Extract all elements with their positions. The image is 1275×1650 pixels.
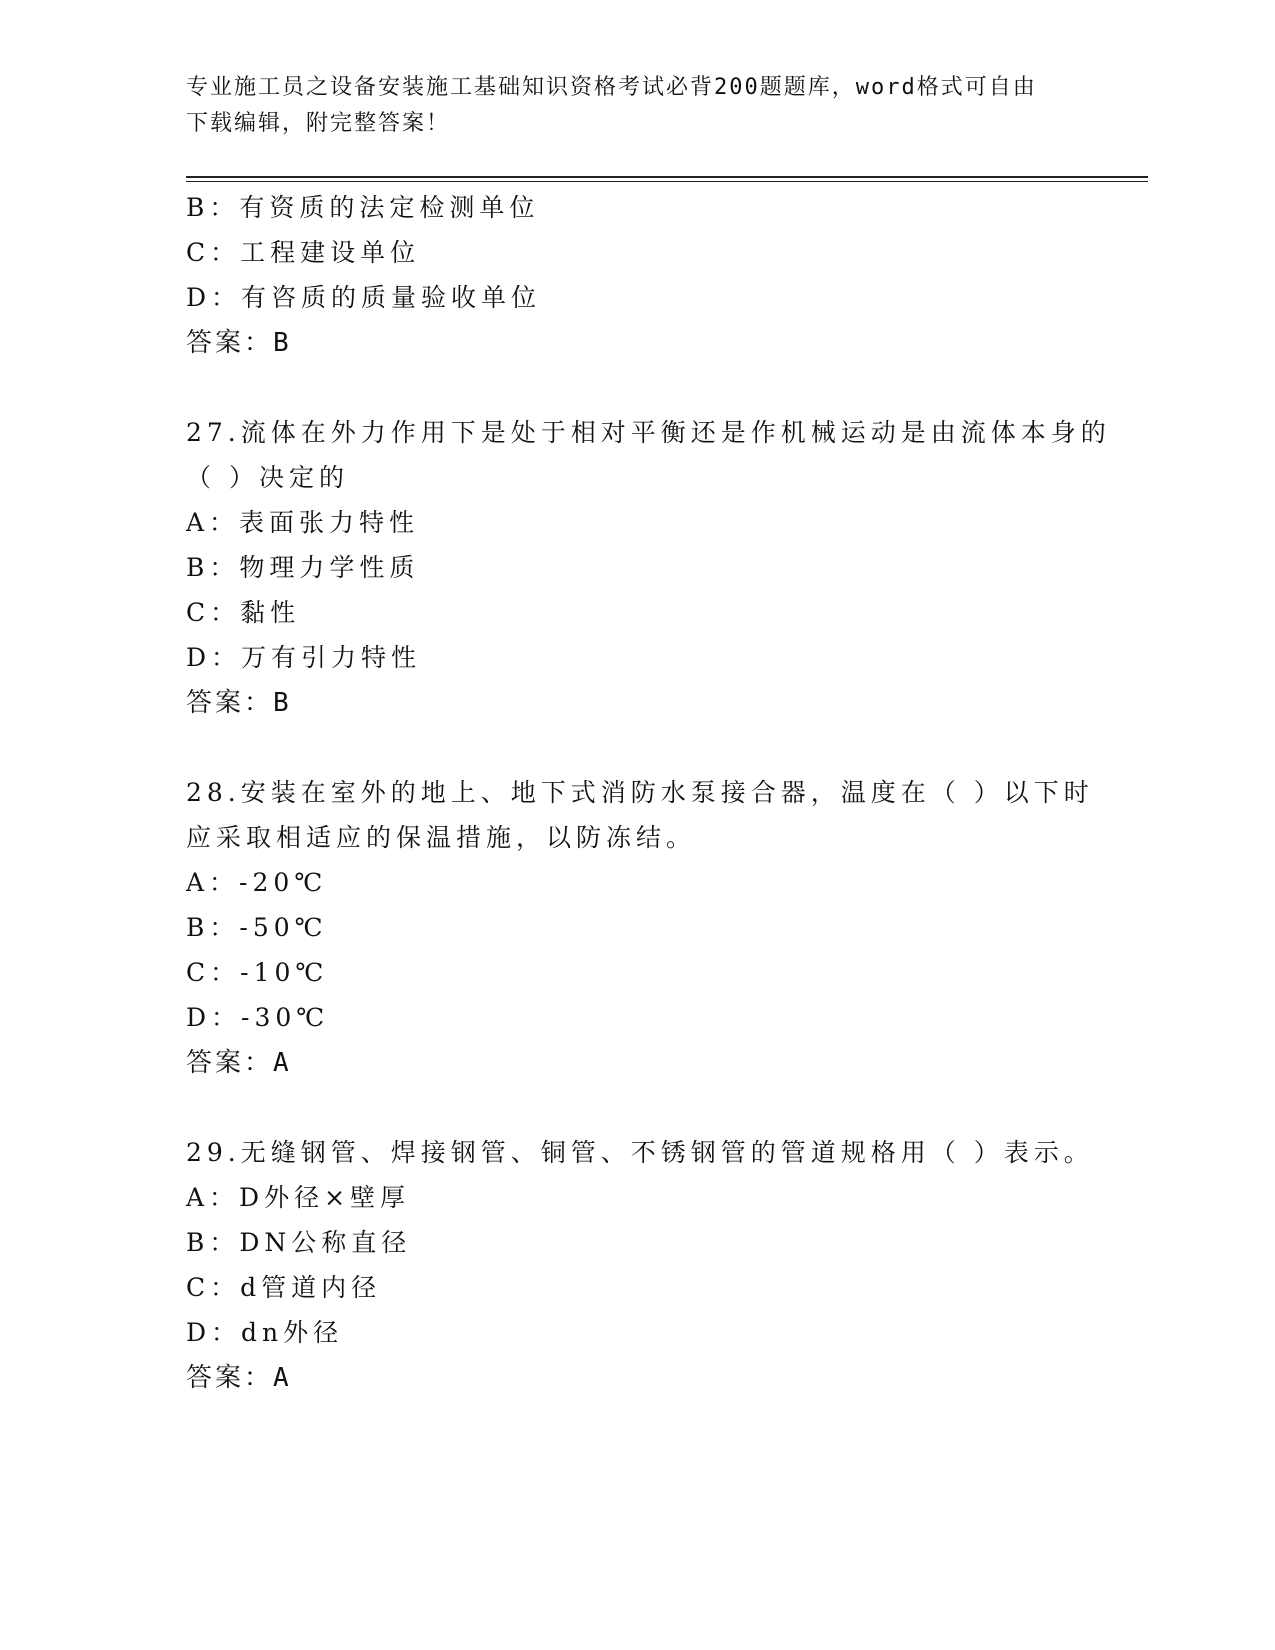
q29-answer-value: A <box>273 1363 292 1393</box>
q28-answer-value: A <box>273 1048 292 1078</box>
q27-stem-line-2: （ ）决定的 <box>186 463 349 492</box>
q26-option-d: D：有咨质的质量验收单位 <box>186 283 542 312</box>
q27-option-b: B：物理力学性质 <box>186 553 420 582</box>
q29-option-c: C：d管道内径 <box>186 1273 382 1302</box>
q28-stem-line-2: 应采取相适应的保温措施，以防冻结。 <box>186 823 697 852</box>
q29-stem-line-1: 29.无缝钢管、焊接钢管、铜管、不锈钢管的管道规格用（ ）表示。 <box>186 1138 1094 1167</box>
q26-answer <box>186 328 292 358</box>
header-rule-thick <box>186 176 1148 178</box>
q27-stem-line-1: 27.流体在外力作用下是处于相对平衡还是作机械运动是由流体本身的 <box>186 418 1111 447</box>
q28-option-a: A：-20℃ <box>186 868 328 897</box>
q28-answer <box>186 1048 292 1078</box>
q29-answer-label: 答案： <box>186 1363 274 1393</box>
q28-option-d: D：-30℃ <box>186 1003 330 1032</box>
q26-option-c: C：工程建设单位 <box>186 238 421 267</box>
q26-answer-label: 答案： <box>186 328 274 358</box>
q29-answer <box>186 1363 292 1393</box>
q27-answer-value: B <box>273 688 292 718</box>
header-line-1: 专业施工员之设备安装施工基础知识资格考试必背200题题库，word格式可自由 <box>186 75 1037 100</box>
q28-stem-line-1: 28.安装在室外的地上、地下式消防水泵接合器，温度在（ ）以下时 <box>186 778 1094 807</box>
q27-option-d: D：万有引力特性 <box>186 643 422 672</box>
q27-answer-label: 答案： <box>186 688 274 718</box>
q29-option-d: D：dn外径 <box>186 1318 344 1347</box>
header-rule-thin <box>186 181 1148 182</box>
q27-option-c: C：黏性 <box>186 598 301 627</box>
q29-option-a: A：D外径×壁厚 <box>186 1183 411 1212</box>
q27-answer <box>186 688 292 718</box>
header-line-2: 下载编辑，附完整答案！ <box>186 111 451 136</box>
q28-option-c: C：-10℃ <box>186 958 329 987</box>
q26-option-b: B：有资质的法定检测单位 <box>186 193 540 222</box>
document-header <box>186 70 1066 142</box>
q26-answer-value: B <box>273 328 292 358</box>
q28-option-b: B：-50℃ <box>186 913 328 942</box>
q28-answer-label: 答案： <box>186 1048 274 1078</box>
q27-option-a: A：表面张力特性 <box>186 508 420 537</box>
q29-option-b: B：DN公称直径 <box>186 1228 412 1257</box>
